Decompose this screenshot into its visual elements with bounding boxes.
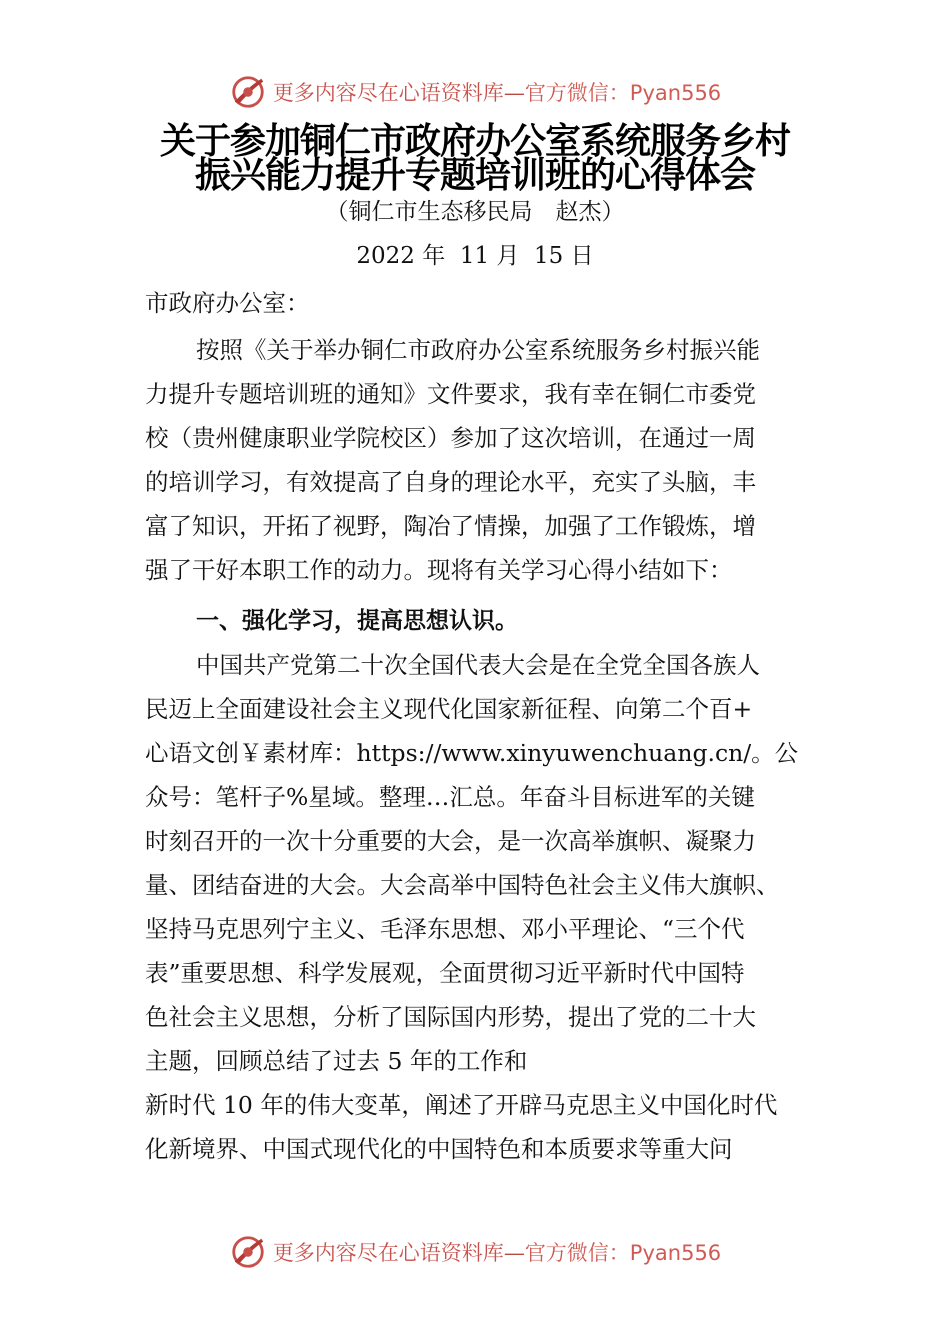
paragraph-line: 众号：笔杆子%星域。整理…汇总。年奋斗目标进军的关键 [145,783,755,811]
paragraph-line: 时刻召开的一次十分重要的大会，是一次高举旗帜、凝聚力 [145,827,756,855]
paragraph-line: 富了知识，开拓了视野，陶冶了情操，加强了工作锻炼，增 [145,512,756,540]
paragraph-line: 强了干好本职工作的动力。现将有关学习心得小结如下： [145,556,733,584]
salutation: 市政府办公室： [145,289,310,317]
paragraph-line: 主题，回顾总结了过去 5 年的工作和 [145,1047,528,1075]
paragraph-line: 新时代 10 年的伟大变革，阐述了开辟马克思主义中国化时代 [145,1091,778,1119]
paragraph-line: 校（贵州健康职业学院校区）参加了这次培训，在通过一周 [145,424,756,452]
banner-text [273,1237,721,1267]
paragraph-line: 量、团结奋进的大会。大会高举中国特色社会主义伟大旗帜、 [145,871,780,899]
document-title-line-1: 关于参加铜仁市政府办公室系统服务乡村 [159,121,790,162]
document-date: 2022 年 11 月 15 日 [356,243,594,269]
paragraph-line: 按照《关于举办铜仁市政府办公室系统服务乡村振兴能 [196,336,760,364]
document-title-line-2: 振兴能力提升专题培训班的心得体会 [194,155,755,196]
brush-logo-icon [229,1233,267,1271]
banner-wechat: 官方微信：Pyan556 [524,1241,722,1265]
paragraph-line: 的培训学习，有效提高了自身的理论水平，充实了头脑，丰 [145,468,756,496]
banner-main: 更多内容尽在心语资料库 [272,1241,504,1265]
paragraph-line: 坚持马克思列宁主义、毛泽东思想、邓小平理论、“三个代 [145,915,745,943]
paragraph-line: 表”重要思想、科学发展观，全面贯彻习近平新时代中国特 [145,959,745,987]
paragraph-line: 民迈上全面建设社会主义现代化国家新征程、向第二个百+ [145,695,753,723]
paragraph-line: 心语文创￥素材库：https://www.xinyuwenchuang.cn/。公 [145,739,799,767]
paragraph-line: 色社会主义思想，分析了国际国内形势，提出了党的二十大 [145,1003,756,1031]
header-banner [0,72,950,112]
paragraph-line: 化新境界、中国式现代化的中国特色和本质要求等重大问 [145,1135,733,1163]
author-byline: （铜仁市生态移民局 赵杰） [325,199,625,225]
banner-text [273,77,721,107]
section-heading: 一、强化学习，提高思想认识。 [196,608,518,634]
banner-separator: — [503,1241,525,1265]
paragraph-line: 力提升专题培训班的通知》文件要求，我有幸在铜仁市委党 [145,380,756,408]
footer-banner [0,1232,950,1272]
paragraph-line: 中国共产党第二十次全国代表大会是在全党全国各族人 [196,651,760,679]
banner-wechat: 官方微信：Pyan556 [524,81,722,105]
banner-main: 更多内容尽在心语资料库 [272,81,504,105]
brush-logo-icon [229,73,267,111]
banner-separator: — [503,81,525,105]
